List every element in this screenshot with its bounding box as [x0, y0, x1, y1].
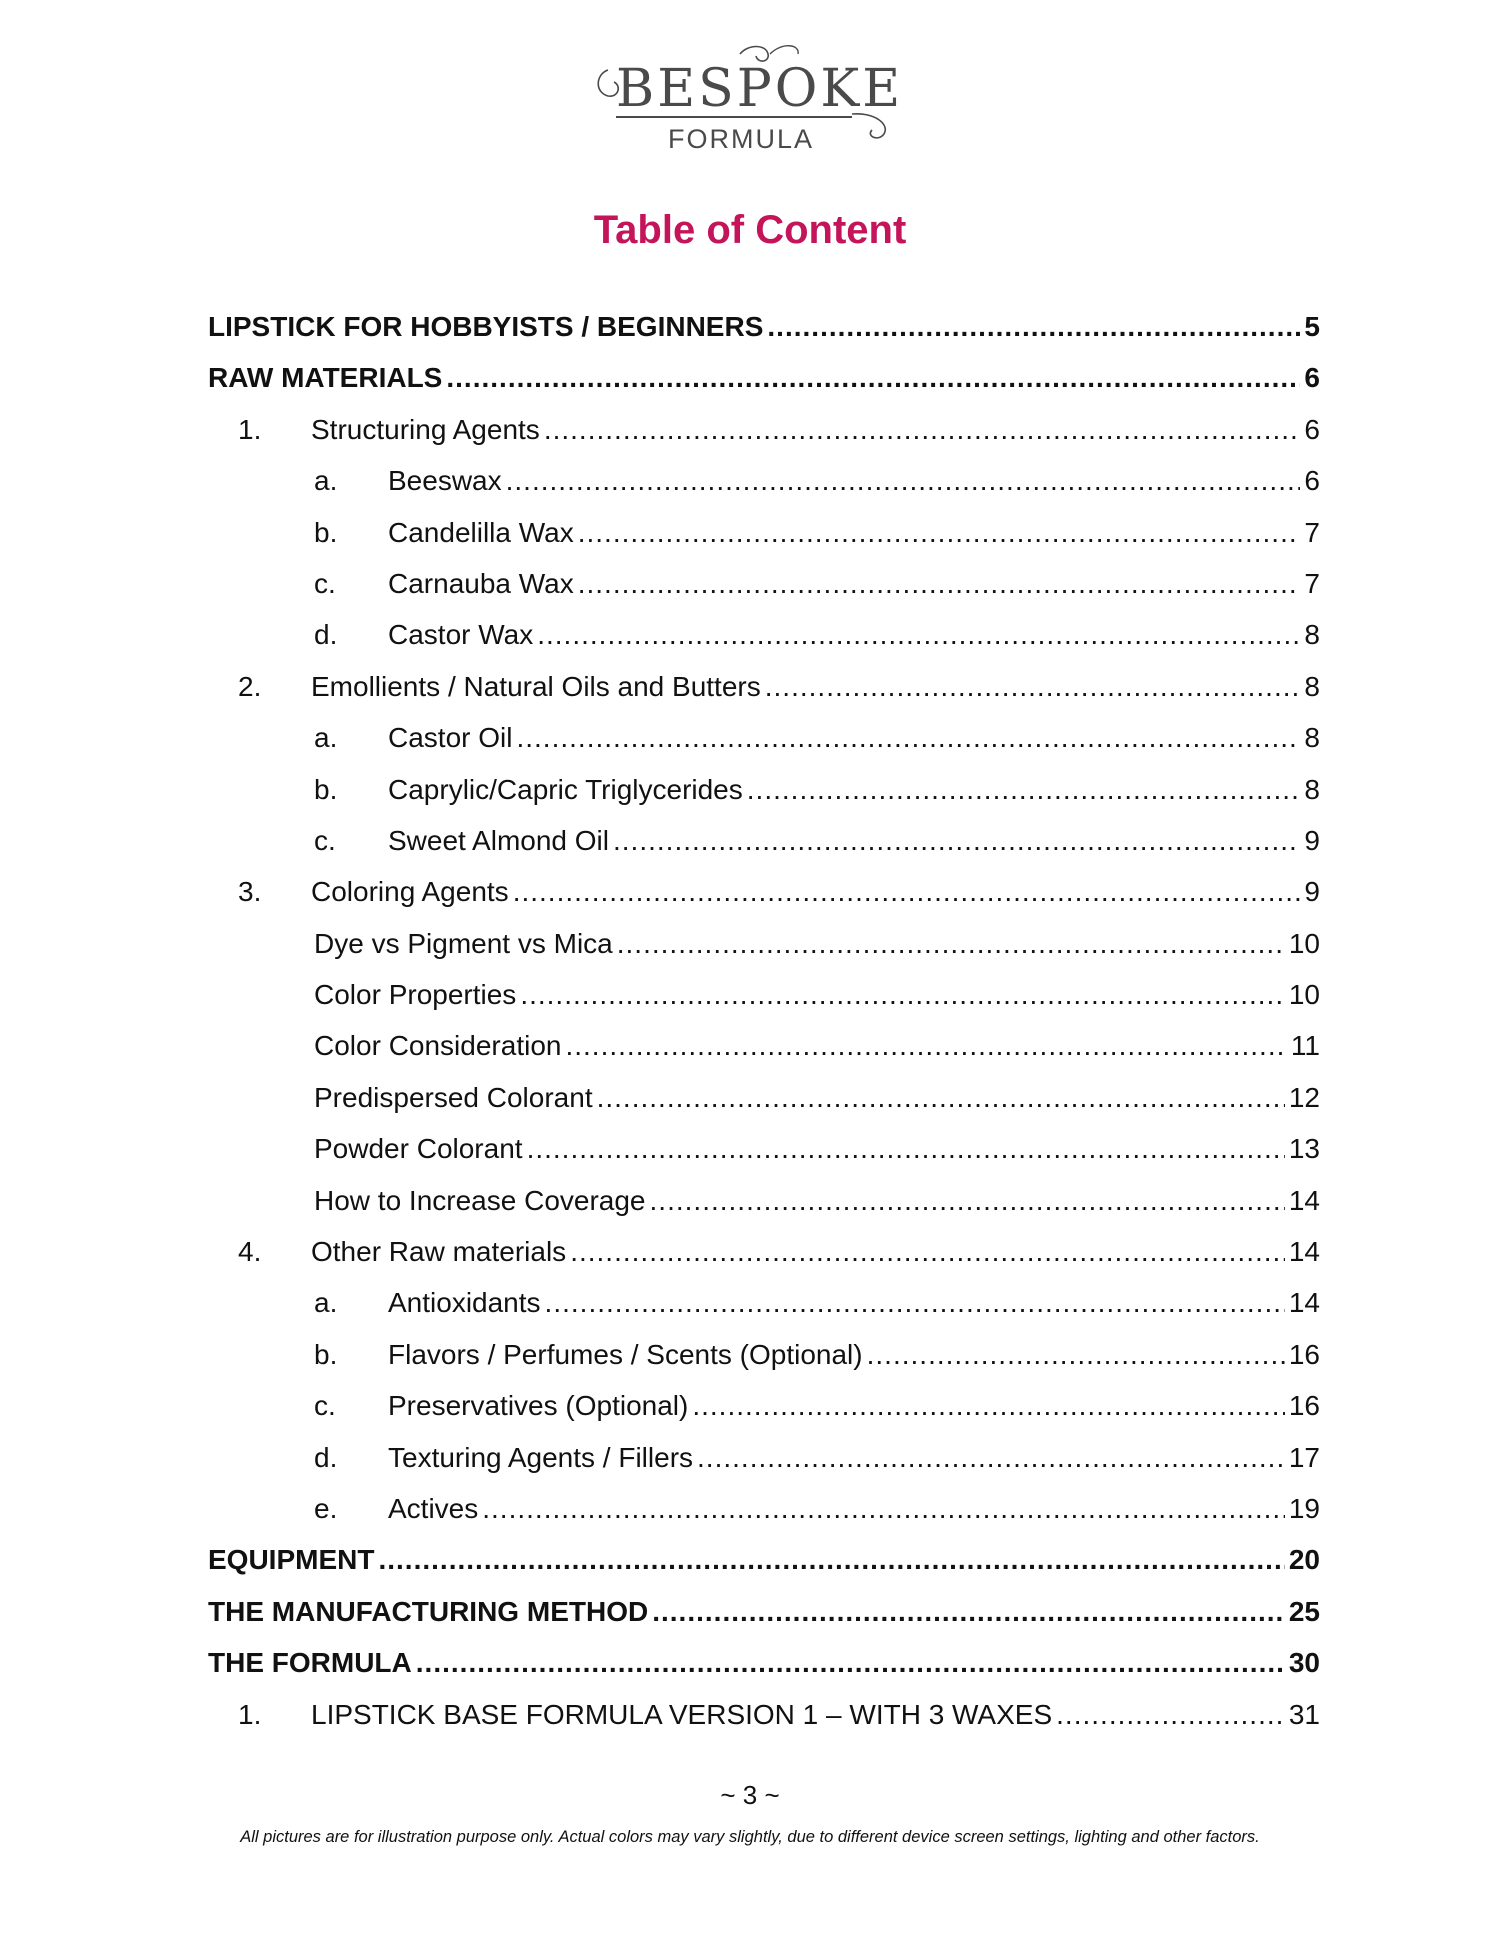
toc-entry-number: a.: [314, 722, 338, 754]
toc-entry[interactable]: [208, 1030, 1320, 1081]
toc-dot-leader: [767, 311, 1300, 343]
toc-entry[interactable]: [208, 671, 1320, 722]
toc-entry-title: LIPSTICK BASE FORMULA VERSION 1 – WITH 3 WAXES: [311, 1698, 1053, 1730]
toc-entry-page: 10: [1288, 979, 1320, 1011]
toc-entry-page: 8: [1304, 773, 1320, 805]
toc-dot-leader: [565, 1030, 1286, 1062]
toc-entry-number: e.: [314, 1492, 338, 1524]
toc-dot-leader: [652, 1596, 1285, 1628]
toc-entry-title: Dye vs Pigment vs Mica: [314, 927, 613, 959]
toc-entry-page: 31: [1288, 1698, 1320, 1730]
brand-logo: [590, 40, 910, 160]
toc-entry-number: 3.: [238, 876, 262, 908]
toc-entry[interactable]: [208, 362, 1320, 413]
toc-dot-leader: [613, 825, 1300, 857]
toc-entry-page: 7: [1304, 516, 1320, 548]
page-number: ~ 3 ~: [720, 1780, 780, 1810]
toc-entry[interactable]: [208, 568, 1320, 619]
toc-entry-page: 12: [1288, 1081, 1320, 1113]
toc-dot-leader: [378, 1544, 1284, 1576]
toc-entry-number: c.: [314, 567, 336, 599]
table-of-contents: [208, 311, 1320, 1750]
toc-entry-number: 4.: [238, 1236, 262, 1268]
toc-entry-page: 14: [1288, 1184, 1320, 1216]
toc-entry-page: 14: [1288, 1236, 1320, 1268]
toc-entry[interactable]: [208, 1133, 1320, 1184]
toc-entry-page: 19: [1288, 1492, 1320, 1524]
toc-entry-page: 9: [1304, 824, 1320, 856]
toc-dot-leader: [506, 465, 1301, 497]
toc-entry-title: THE FORMULA: [208, 1647, 412, 1679]
toc-entry-page: 14: [1288, 1287, 1320, 1319]
toc-dot-leader: [482, 1493, 1285, 1525]
toc-entry[interactable]: [208, 1236, 1320, 1287]
toc-entry-title: Carnauba Wax: [388, 567, 574, 599]
toc-entry[interactable]: [208, 517, 1320, 568]
toc-dot-leader: [650, 1185, 1285, 1217]
toc-entry-number: 1.: [238, 413, 262, 445]
toc-dot-leader: [446, 362, 1300, 394]
toc-entry-title: Caprylic/Capric Triglycerides: [388, 773, 743, 805]
toc-entry-page: 6: [1304, 362, 1320, 394]
toc-entry-number: a.: [314, 1287, 338, 1319]
toc-entry[interactable]: [208, 414, 1320, 465]
logo-brand-text: BESPOKE: [616, 59, 904, 119]
toc-entry-page: 16: [1288, 1390, 1320, 1422]
toc-entry-page: 6: [1304, 413, 1320, 445]
toc-entry[interactable]: [208, 1339, 1320, 1390]
toc-entry[interactable]: [208, 1647, 1320, 1698]
toc-entry-number: a.: [314, 465, 338, 497]
toc-entry[interactable]: [208, 774, 1320, 825]
toc-entry[interactable]: [208, 1442, 1320, 1493]
toc-entry-title: Castor Oil: [388, 722, 513, 754]
toc-entry-page: 20: [1288, 1544, 1320, 1576]
toc-entry-page: 17: [1288, 1441, 1320, 1473]
toc-dot-leader: [516, 722, 1300, 754]
toc-entry[interactable]: [208, 876, 1320, 927]
toc-dot-leader: [537, 619, 1300, 651]
toc-entry[interactable]: [208, 1493, 1320, 1544]
toc-entry[interactable]: [208, 825, 1320, 876]
toc-entry[interactable]: [208, 1596, 1320, 1647]
toc-entry-title: Texturing Agents / Fillers: [388, 1441, 694, 1473]
toc-dot-leader: [527, 1133, 1285, 1165]
toc-entry-number: c.: [314, 1390, 336, 1422]
toc-dot-leader: [578, 568, 1301, 600]
toc-dot-leader: [520, 979, 1285, 1011]
page-title: Table of Content: [593, 208, 907, 252]
toc-entry-number: 2.: [238, 670, 262, 702]
toc-entry-title: Other Raw materials: [311, 1236, 567, 1268]
toc-entry[interactable]: [208, 722, 1320, 773]
toc-entry-title: Powder Colorant: [314, 1133, 523, 1165]
logo-graphic: [590, 40, 910, 160]
toc-entry-title: Structuring Agents: [311, 413, 540, 445]
toc-entry-title: How to Increase Coverage: [314, 1184, 646, 1216]
toc-entry-number: c.: [314, 824, 336, 856]
toc-entry-number: 1.: [238, 1698, 262, 1730]
toc-dot-leader: [867, 1339, 1285, 1371]
toc-entry-page: 11: [1290, 1030, 1320, 1062]
toc-entry-page: 16: [1288, 1338, 1320, 1370]
toc-entry-title: Coloring Agents: [311, 876, 509, 908]
toc-entry[interactable]: [208, 1082, 1320, 1133]
toc-entry-title: Preservatives (Optional): [388, 1390, 689, 1422]
toc-entry-number: b.: [314, 773, 338, 805]
toc-entry[interactable]: [208, 1287, 1320, 1338]
toc-entry-page: 9: [1304, 876, 1320, 908]
toc-entry-page: 13: [1288, 1133, 1320, 1165]
toc-dot-leader: [416, 1647, 1285, 1679]
toc-entry-page: 25: [1288, 1595, 1320, 1627]
toc-entry-number: d.: [314, 1441, 338, 1473]
toc-entry-title: Flavors / Perfumes / Scents (Optional): [388, 1338, 863, 1370]
toc-entry[interactable]: [208, 619, 1320, 670]
toc-entry-title: Emollients / Natural Oils and Butters: [311, 670, 761, 702]
toc-entry[interactable]: [208, 1390, 1320, 1441]
toc-dot-leader: [544, 414, 1301, 446]
toc-entry[interactable]: [208, 465, 1320, 516]
toc-entry[interactable]: [208, 1699, 1320, 1750]
toc-entry-number: d.: [314, 619, 338, 651]
toc-entry-title: Beeswax: [388, 465, 502, 497]
toc-entry[interactable]: [208, 1544, 1320, 1595]
toc-dot-leader: [765, 671, 1301, 703]
toc-entry-title: Candelilla Wax: [388, 516, 574, 548]
toc-dot-leader: [697, 1442, 1285, 1474]
toc-dot-leader: [513, 876, 1301, 908]
toc-dot-leader: [570, 1236, 1285, 1268]
toc-entry-page: 30: [1288, 1647, 1320, 1679]
toc-dot-leader: [1056, 1699, 1285, 1731]
toc-entry-title: THE MANUFACTURING METHOD: [208, 1595, 649, 1627]
toc-entry-title: EQUIPMENT: [208, 1544, 375, 1576]
toc-entry-title: Antioxidants: [388, 1287, 541, 1319]
toc-entry-number: b.: [314, 1338, 338, 1370]
toc-entry-title: Color Properties: [314, 979, 517, 1011]
toc-entry-page: 8: [1304, 670, 1320, 702]
toc-entry[interactable]: [208, 1185, 1320, 1236]
toc-entry-title: Sweet Almond Oil: [388, 824, 609, 856]
logo-flourish-top-right: [770, 46, 798, 54]
toc-entry-title: Color Consideration: [314, 1030, 562, 1062]
toc-entry-title: Actives: [388, 1492, 479, 1524]
toc-entry-title: Castor Wax: [388, 619, 534, 651]
toc-entry-title: LIPSTICK FOR HOBBYISTS / BEGINNERS: [208, 311, 764, 342]
toc-entry-title: RAW MATERIALS: [208, 362, 443, 394]
toc-dot-leader: [692, 1390, 1285, 1422]
toc-entry[interactable]: [208, 311, 1320, 362]
toc-entry-title: Predispersed Colorant: [314, 1081, 593, 1113]
toc-dot-leader: [545, 1287, 1285, 1319]
toc-entry-page: 8: [1304, 619, 1320, 651]
toc-entry-page: 6: [1304, 465, 1320, 497]
toc-entry-page: 10: [1288, 927, 1320, 959]
logo-sub-text: FORMULA: [668, 124, 815, 154]
toc-entry-number: b.: [314, 516, 338, 548]
toc-dot-leader: [597, 1082, 1285, 1114]
toc-entry-page: 8: [1304, 722, 1320, 754]
toc-dot-leader: [578, 517, 1301, 549]
toc-dot-leader: [747, 774, 1301, 806]
toc-entry[interactable]: [208, 928, 1320, 979]
toc-entry[interactable]: [208, 979, 1320, 1030]
toc-entry-page: 7: [1304, 567, 1320, 599]
footer-disclaimer: All pictures are for illustration purpose only. Actual colors may vary slightly, due to different device screen settings, lighting and other factors.: [240, 1828, 1260, 1846]
toc-entry-page: 5: [1304, 311, 1320, 342]
toc-dot-leader: [617, 928, 1285, 960]
